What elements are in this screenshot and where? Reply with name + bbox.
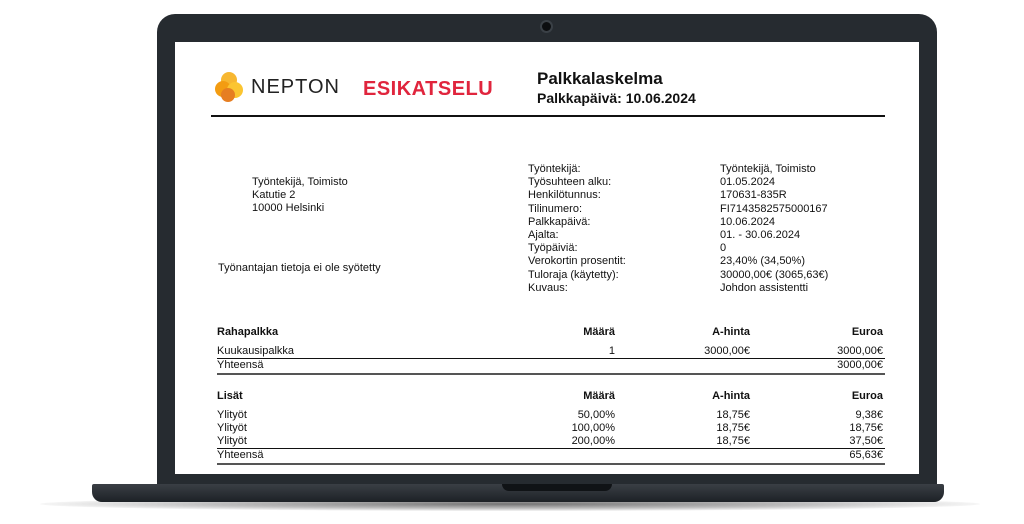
info-value: 01. - 30.06.2024 [720,228,801,241]
pay-date-heading: Palkkapäivä: 10.06.2024 [537,90,696,106]
table-cell: 3000,00€ [837,345,883,357]
laptop-base [92,484,944,502]
laptop-lid [157,14,937,484]
column-header: Määrä [583,390,615,402]
info-values [720,163,828,295]
header-divider [211,115,885,117]
address-line: Työntekijä, Toimisto [252,176,348,188]
info-value: 10.06.2024 [720,215,776,228]
table-cell: 9,38€ [855,409,883,421]
info-labels [528,163,626,295]
info-label: Työntekijä: [528,163,581,175]
table-row [217,422,885,435]
info-value: 0 [720,242,727,255]
total-row [217,358,885,372]
preview-label: ESIKATSELU [363,78,494,100]
employee-address [252,176,348,215]
info-label: Työsuhteen alku: [528,176,612,189]
info-value: 30000,00€ (3065,63€) [720,268,829,281]
table-cell: 18,75€ [849,422,883,434]
table-cell: 3000,00€ [704,345,750,357]
total-label: Yhteensä [217,359,264,371]
column-header: Euroa [851,326,883,338]
column-header: A-hinta [712,326,750,338]
camera-icon [542,22,551,31]
table-divider [217,373,885,375]
table-cell: 37,50€ [849,435,883,447]
table-row [217,409,885,422]
table-cell: 18,75€ [716,435,750,447]
info-value: 23,40% (34,50%) [720,255,805,268]
address-line: Katutie 2 [252,189,296,201]
info-label: Henkilötunnus: [528,189,601,202]
column-header: A-hinta [712,390,750,402]
table-cell: 200,00% [571,435,615,447]
column-header: Lisät [217,390,243,402]
table-cell: Kuukausipalkka [217,345,295,357]
table-divider [217,463,885,465]
address-line: 10000 Helsinki [252,202,325,214]
info-value: Johdon assistentti [720,281,809,294]
table-cell: 50,00% [577,409,615,421]
info-label: Kuvaus: [528,281,568,294]
table-cell: Ylityöt [217,422,247,434]
document-title: Palkkalaskelma [537,69,663,88]
total-row [217,448,885,462]
nepton-logo [215,72,340,102]
nepton-logo-icon [215,72,245,102]
table-cell: Ylityöt [217,409,247,421]
info-label: Verokortin prosentit: [528,255,626,268]
info-label: Tilinumero: [528,202,582,215]
info-label: Tuloraja (käytetty): [528,268,619,281]
table-cell: 100,00% [571,422,615,434]
rahapalkka-table [217,324,885,375]
info-value: Työntekijä, Toimisto [720,163,816,175]
table-row [217,345,885,358]
table-row [217,435,885,448]
info-label: Työpäiviä: [528,242,578,255]
total-value: 65,63€ [849,449,883,461]
table-cell: Ylityöt [217,435,247,447]
table-cell: 18,75€ [716,409,750,421]
column-header: Rahapalkka [217,326,279,338]
info-label: Palkkapäivä: [528,215,591,228]
column-header: Määrä [583,326,615,338]
table-cell: 1 [608,345,615,357]
info-value: FI7143582575000167 [720,202,828,215]
column-header: Euroa [851,390,883,402]
info-value: 01.05.2024 [720,176,776,189]
table-header [217,324,885,340]
lisat-table [217,388,885,465]
info-label: Ajalta: [528,228,559,241]
info-value: 170631-835R [720,189,787,202]
logo-text: NEPTON [251,75,340,98]
table-header [217,388,885,404]
total-value: 3000,00€ [837,359,883,371]
laptop-screen [175,42,919,474]
table-cell: 18,75€ [716,422,750,434]
laptop-notch [502,484,612,491]
employer-note: Työnantajan tietoja ei ole syötetty [218,262,381,274]
total-label: Yhteensä [217,449,264,461]
